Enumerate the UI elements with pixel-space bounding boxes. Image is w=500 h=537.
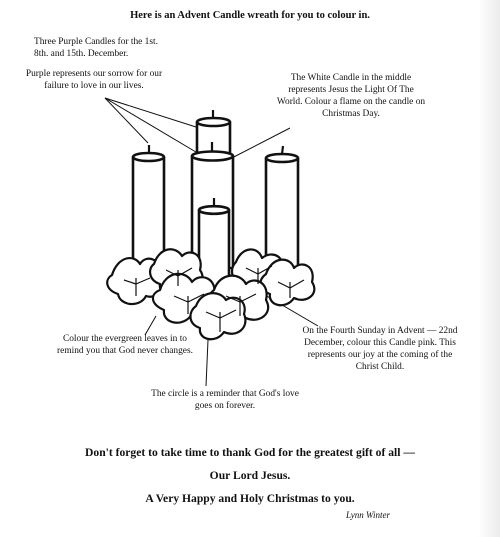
left-candle-top — [133, 153, 164, 161]
purple-candles-note: Three Purple Candles for the 1st. 8th. and 15th. December. — [34, 37, 158, 60]
scan-edge-shadow — [478, 0, 500, 537]
fourth-sunday-note: On the Fourth Sunday in Advent — 22nd December, colour this Candle pink. This represents our joy at the coming of the Christ Child. — [302, 326, 458, 373]
page-title: Here is an Advent Candle wreath for you to colour in. — [130, 10, 370, 21]
closing-line-3: A Very Happy and Holy Christmas to you. — [145, 492, 355, 505]
pointer-line-center-candle — [105, 98, 206, 158]
right-wick — [282, 146, 283, 154]
leaf-front-center — [190, 293, 245, 339]
pointer-line-leaves — [145, 316, 156, 335]
white-candle-note: The White Candle in the middle represents Jesus the Light Of The World. Colour a flame on the candle on Christmas Day. — [276, 73, 426, 120]
back-candle-top — [197, 118, 230, 126]
closing-line-2: Our Lord Jesus. — [209, 469, 291, 482]
front-candle-top — [199, 206, 229, 214]
leaf-right — [260, 260, 314, 306]
evergreen-leaves-note: Colour the evergreen leaves in to remind you that God never changes. — [57, 334, 193, 357]
right-candle-top — [266, 154, 298, 162]
center-candle-top — [192, 152, 233, 161]
closing-line-1: Don't forget to take time to thank God for the greatest gift of all — — [85, 446, 415, 459]
purple-meaning-note: Purple represents our sorrow for our failure to love in our lives. — [25, 69, 163, 92]
pointer-line-circle — [206, 340, 208, 386]
signature: Lynn Winter — [346, 510, 390, 520]
circle-note: The circle is a reminder that God's love goes on forever. — [151, 389, 299, 412]
